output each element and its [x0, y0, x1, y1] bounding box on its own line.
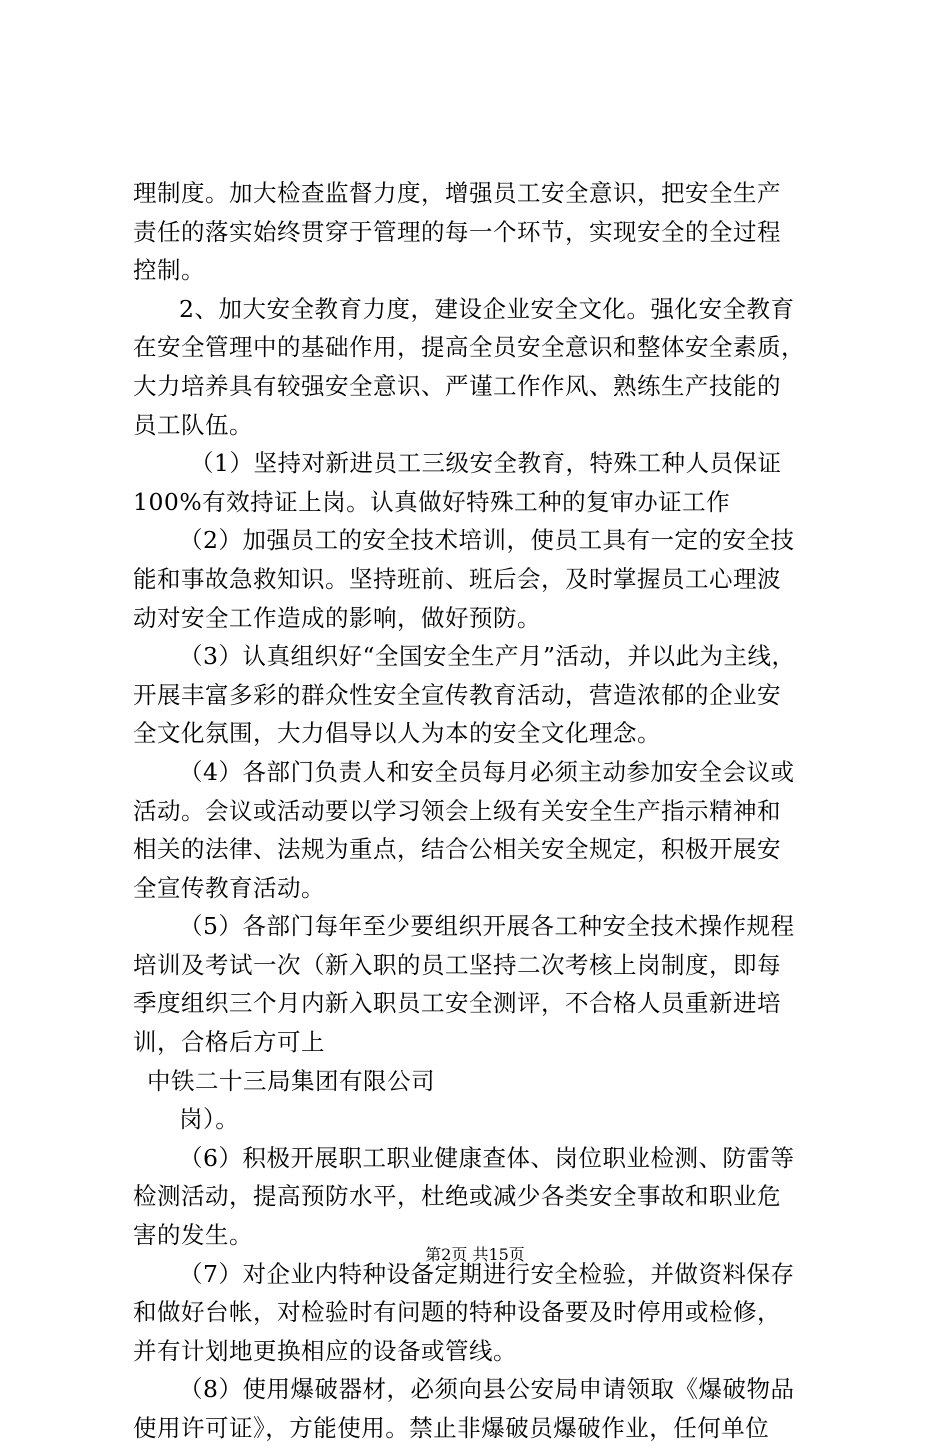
page-number-footer: 第2页 共15页 [425, 1245, 525, 1264]
text-line: 100%有效持证上岗。认真做好特殊工种的复审办证工作 [133, 487, 731, 516]
text-line: （1）坚持对新进员工三级安全教育，特殊工种人员保证 [190, 449, 782, 478]
text-line: 员工队伍。 [133, 410, 253, 439]
text-line: （7）对企业内特种设备定期进行安全检验，并做资料保存 [179, 1259, 795, 1288]
text-line: 相关的法律、法规为重点，结合公相关安全规定，积极开展安 [133, 835, 781, 864]
text-line: 训，合格后方可上 [133, 1028, 325, 1057]
text-line: 大力培养具有较强安全意识、严谨工作作风、熟练生产技能的 [133, 371, 781, 400]
text-line: 活动。会议或活动要以学习领会上级有关安全生产指示精神和 [133, 796, 781, 825]
text-line: 使用许可证》，方能使用。禁止非爆破员爆破作业，任何单位 [133, 1414, 770, 1442]
text-line: （6）积极开展职工职业健康查体、岗位职业检测、防雷等 [179, 1143, 795, 1172]
text-line: 季度组织三个月内新入职员工安全测评，不合格人员重新进培 [133, 989, 781, 1018]
text-line: 并有计划地更换相应的设备或管线。 [133, 1336, 517, 1365]
text-line: 在安全管理中的基础作用，提高全员安全意识和整体安全素质， [133, 333, 805, 362]
text-line: 2、加大安全教育力度，建设企业安全文化。强化安全教育 [179, 294, 795, 323]
text-line: 全宣传教育活动。 [133, 873, 325, 902]
text-line: 全文化氛围，大力倡导以人为本的安全文化理念。 [133, 719, 661, 748]
text-line: 能和事故急救知识。坚持班前、班后会，及时掌握员工心理波 [133, 564, 781, 593]
text-line: 培训及考试一次（新入职的员工坚持二次考核上岗制度，即每 [133, 950, 781, 979]
text-line: 理制度。加大检查监督力度，增强员工安全意识，把安全生产 [133, 179, 781, 207]
text-line: （8）使用爆破器材，必须向县公安局申请领取《爆破物品 [179, 1375, 795, 1404]
text-line: 岗）。 [179, 1105, 240, 1134]
text-line: 责任的落实始终贯穿于管理的每一个环节，实现安全的全过程 [133, 217, 781, 246]
text-line: 开展丰富多彩的群众性安全宣传教育活动，营造浓郁的企业安 [133, 680, 781, 709]
text-line: 和做好台帐，对检验时有问题的特种设备要及时停用或检修， [133, 1298, 781, 1327]
text-line: （5）各部门每年至少要组织开展各工种安全技术操作规程 [179, 912, 795, 941]
text-line: 动对安全工作造成的影响，做好预防。 [133, 603, 541, 632]
text-line: （2）加强员工的安全技术培训，使员工具有一定的安全技 [179, 526, 795, 555]
text-line: （4）各部门负责人和安全员每月必须主动参加安全会议或 [179, 757, 795, 786]
text-line: 害的发生。 [133, 1221, 253, 1250]
text-line: 检测活动，提高预防水平，杜绝或减少各类安全事故和职业危 [133, 1182, 781, 1211]
company-name-line: 中铁二十三局集团有限公司 [147, 1066, 435, 1095]
text-line: 控制。 [133, 256, 205, 285]
text-line: （3）认真组织好“全国安全生产月”活动，并以此为主线， [179, 642, 796, 671]
